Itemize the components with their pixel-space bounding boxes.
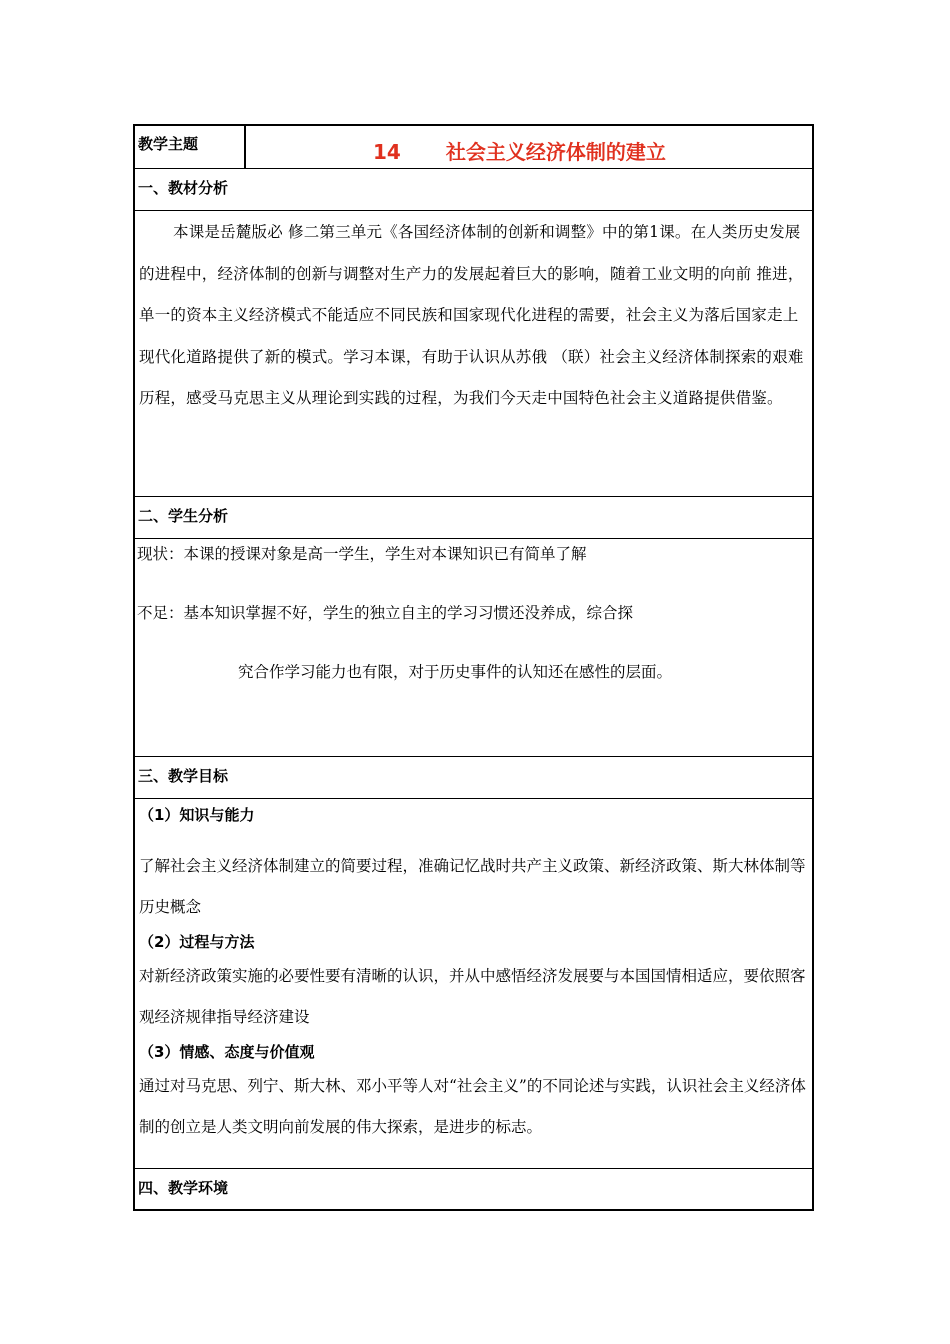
lesson-title [246,126,812,168]
goal-heading-process: （2）过程与方法 [139,933,255,951]
textbook-analysis-paragraph: 本课是岳麓版必 修二第三单元《各国经济体制的创新和调整》中的第1课。在人类历史发展的进程中，经济体制的创新与调整对生产力的发展起着巨大的影响，随着工业文明的向前 推进，单一的资本主义经济模式不能适应不同民族和国家现代化进程的需要，社会主义为落后国家走上现代化道路提供了新的模式。学习本课，有助于认识从苏俄 （联）社会主义经济体制探索的艰难历程，感受马克思主义从理论到实践的过程，为我们今天走中国特色社会主义道路提供借鉴。 [139,223,804,407]
student-weakness-line: 不足：基本知识掌握不好，学生的独立自主的学习习惯还没养成，综合探 [137,604,634,622]
section-heading-students: 二、学生分析 [135,496,812,538]
topic-label: 教学主题 [135,126,246,168]
lesson-plan-table [133,124,814,1211]
textbook-analysis-body [135,210,812,496]
goal-text-values: 通过对马克思、列宁、斯大林、邓小平等人对“社会主义”的不同论述与实践，认识社会主义经济体制的创立是人类文明向前发展的伟大探索，是进步的标志。 [139,1077,806,1136]
student-status-line: 现状：本课的授课对象是高一学生，学生对本课知识已有简单了解 [137,545,587,563]
teaching-goals-body [135,798,812,1168]
goal-text-process: 对新经济政策实施的必要性要有清晰的认识，并从中感悟经济发展要与本国国情相适应，要依照客观经济规律指导经济建设 [139,967,806,1026]
lesson-title-text: 社会主义经济体制的建立 [445,140,666,164]
title-row [135,126,812,168]
goal-heading-knowledge: （1）知识与能力 [139,806,255,824]
student-weakness-continued: 究合作学习能力也有限，对于历史事件的认知还在感性的层面。 [238,663,673,681]
goal-text-knowledge: 了解社会主义经济体制建立的简要过程，准确记忆战时共产主义政策、新经济政策、斯大林体制等历史概念 [139,857,806,916]
lesson-number: 14 [373,140,401,164]
goal-heading-values: （3）情感、态度与价值观 [139,1043,315,1061]
section-heading-textbook: 一、教材分析 [135,168,812,210]
section-heading-environment: 四、教学环境 [135,1168,812,1209]
student-analysis-body [135,538,812,756]
section-heading-goals: 三、教学目标 [135,756,812,798]
